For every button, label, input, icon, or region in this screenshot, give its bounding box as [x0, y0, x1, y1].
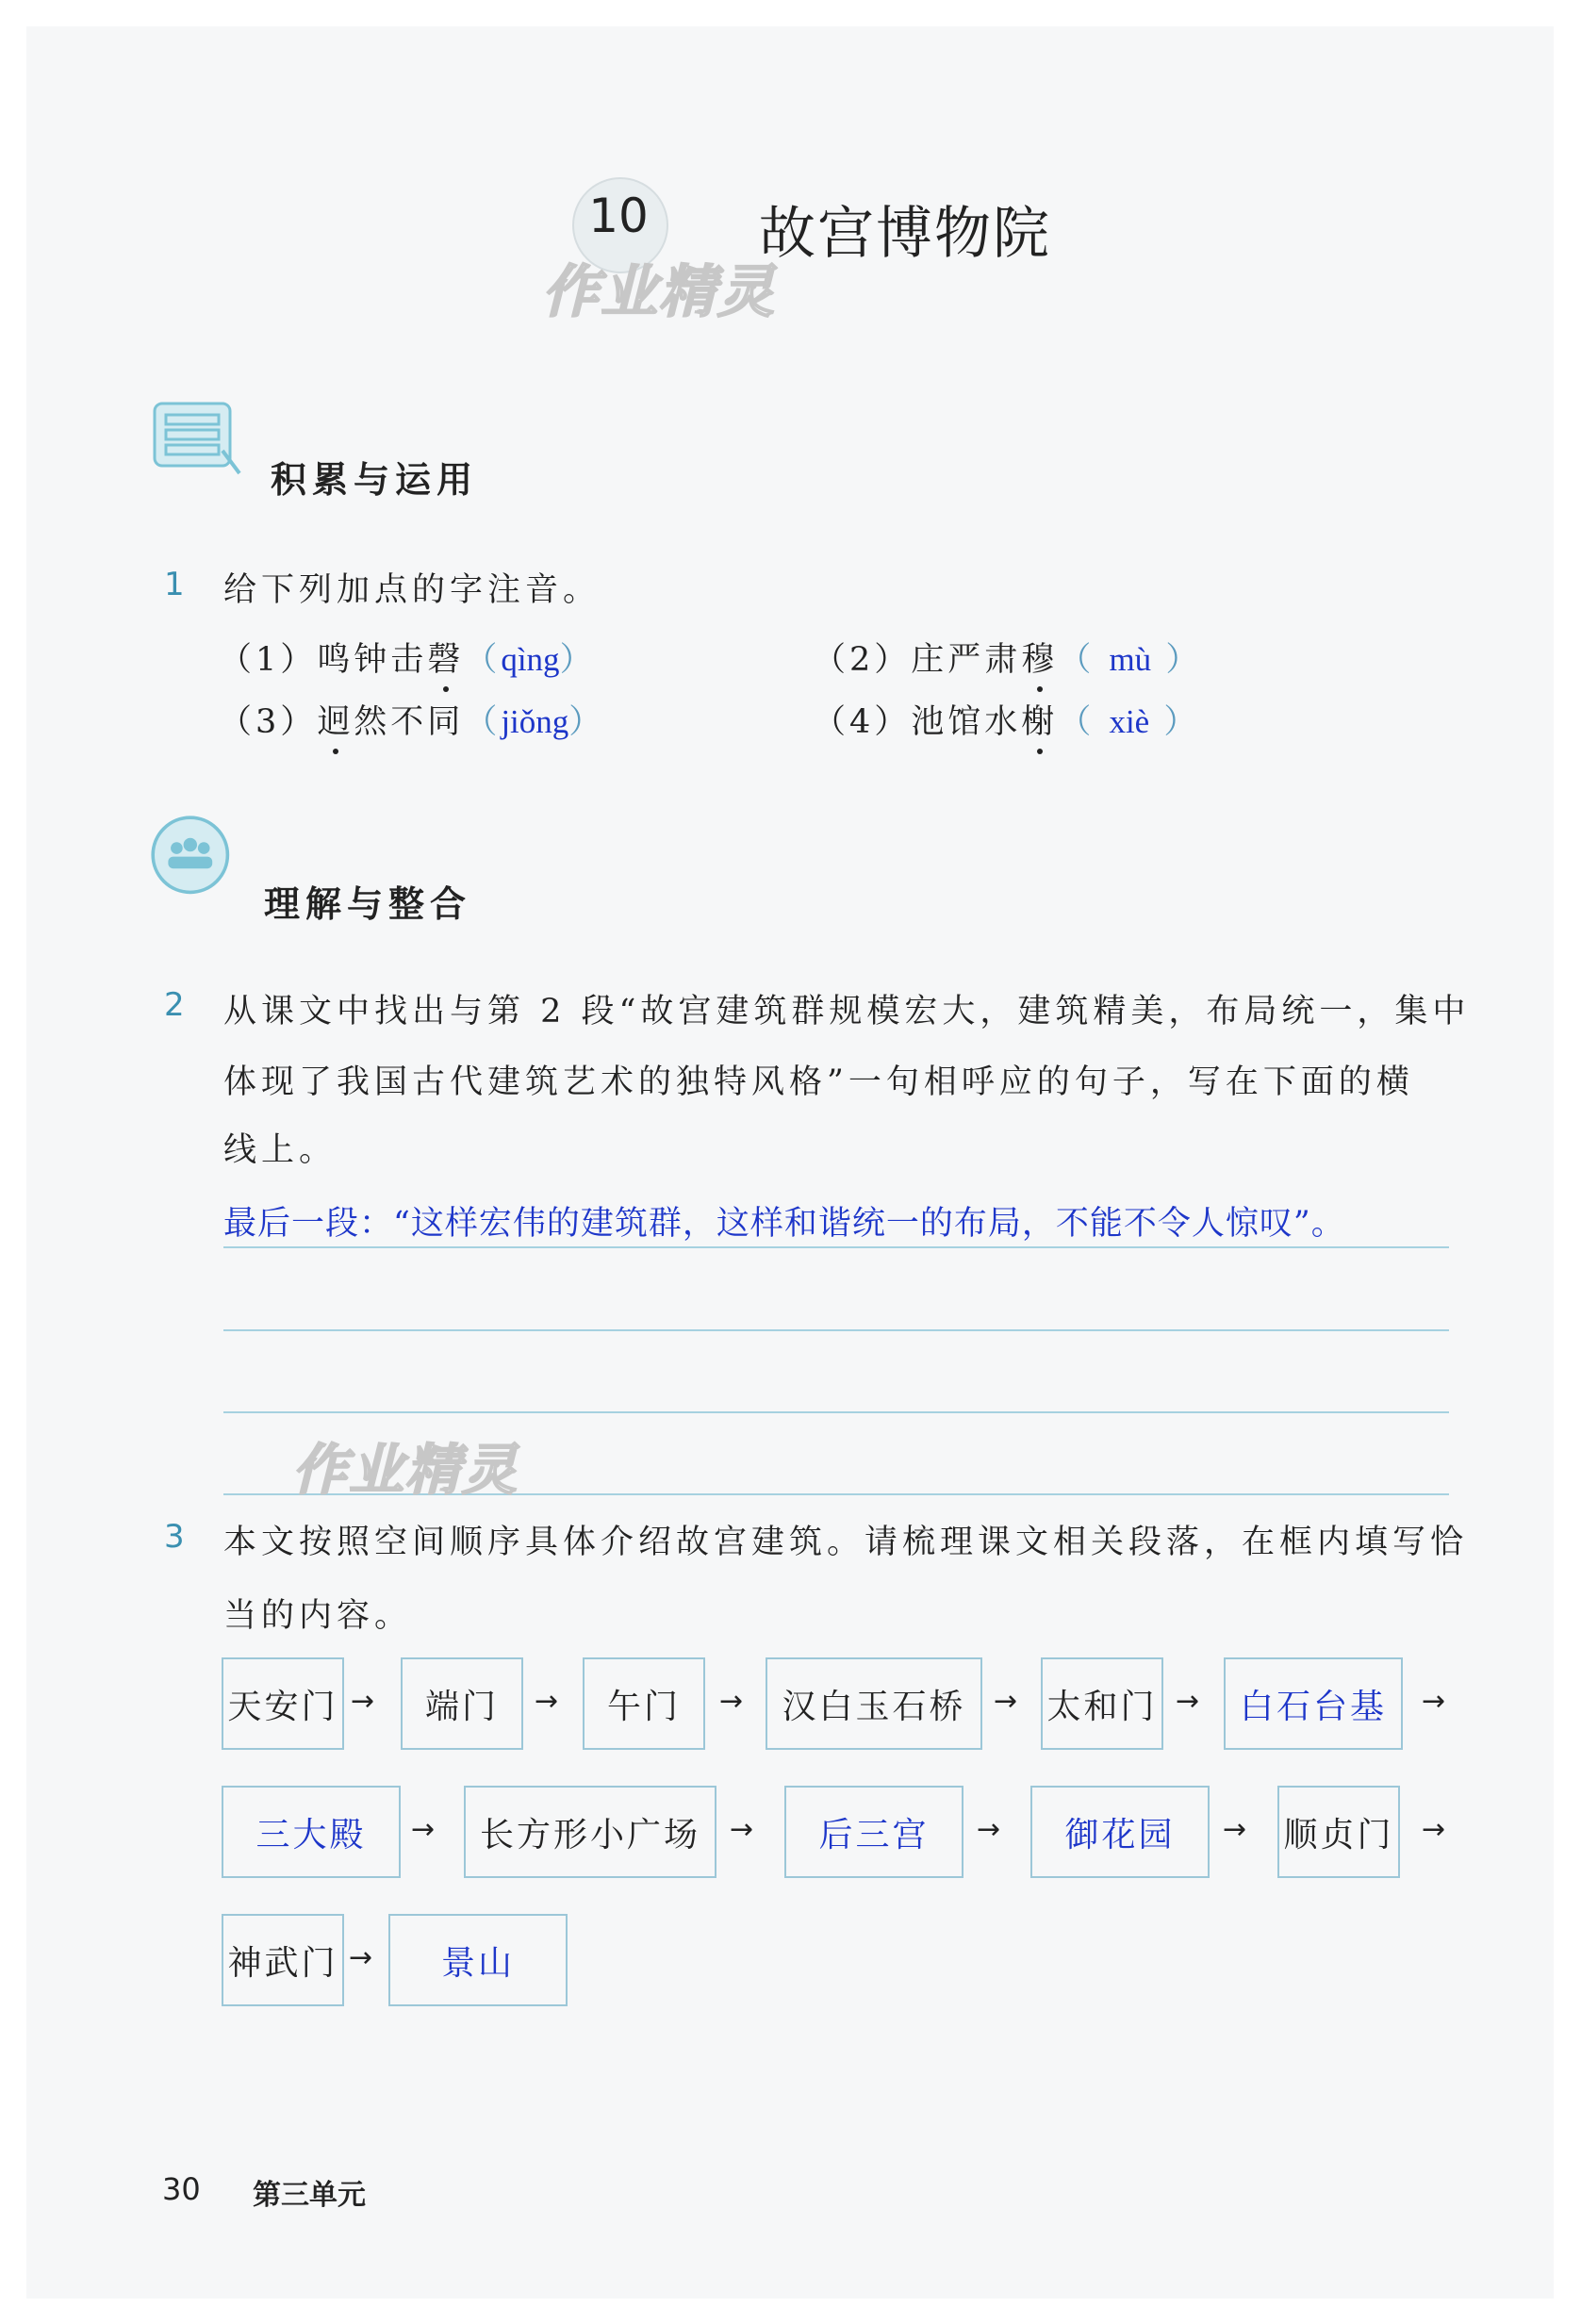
flow-box-given: 顺贞门 — [1277, 1786, 1400, 1878]
flow-box-answer: 御花园 — [1030, 1786, 1210, 1878]
question-line: 线上。 — [223, 1131, 338, 1169]
pinyin-answer: xiè — [1109, 703, 1150, 740]
flow-box-given: 端门 — [401, 1657, 523, 1750]
question-number: 3 — [164, 1518, 185, 1556]
question-number: 1 — [164, 566, 185, 603]
dotted-char: 迥 — [317, 696, 354, 743]
lesson-number: 10 — [588, 189, 649, 243]
arrow-icon: → — [1223, 1813, 1247, 1846]
answer-line — [223, 1246, 1449, 1248]
flow-box-given: 汉白玉石桥 — [766, 1657, 982, 1750]
page-number: 30 — [162, 2171, 201, 2207]
question-prompt: 给下列加点的字注音。 — [223, 571, 601, 609]
section-title-accumulate: 积累与运用 — [271, 458, 479, 501]
question-line: 本文按照空间顺序具体介绍故宫建筑。请梳理课文相关段落，在框内填写恰 — [223, 1524, 1469, 1561]
pinyin-answer: jiǒng — [501, 703, 569, 740]
pinyin-item-3: （3）迥然不同（jiǒng） — [219, 696, 605, 743]
arrow-icon: → — [994, 1685, 1018, 1718]
lesson-title: 故宫博物院 — [759, 201, 1051, 267]
pinyin-answer: qìng — [501, 641, 560, 678]
people-group-icon — [141, 811, 236, 896]
arrow-icon: → — [730, 1813, 754, 1846]
flow-box-answer: 后三宫 — [784, 1786, 963, 1878]
arrow-icon: → — [719, 1685, 744, 1718]
pinyin-item-2: （2）庄严肃穆（ mù ） — [813, 634, 1202, 681]
dotted-char: 穆 — [1021, 634, 1058, 681]
pinyin-answer: mù — [1109, 641, 1152, 678]
flow-box-given: 午门 — [583, 1657, 705, 1750]
book-board-icon — [149, 396, 243, 481]
watermark: 作业精灵 — [292, 1438, 519, 1502]
watermark: 作业精灵 — [542, 259, 776, 325]
arrow-icon: → — [1422, 1813, 1446, 1846]
question-line: 当的内容。 — [223, 1597, 413, 1635]
flow-box-answer: 景山 — [388, 1914, 568, 2006]
arrow-icon: → — [351, 1685, 375, 1718]
pinyin-item-1: （1）鸣钟击磬（qìng） — [219, 634, 597, 681]
question-line: 体现了我国古代建筑艺术的独特风格”一句相呼应的句子，写在下面的横 — [223, 1063, 1414, 1101]
dotted-char: 榭 — [1021, 696, 1058, 743]
flow-box-answer: 白石台基 — [1224, 1657, 1403, 1750]
question-line: 从课文中找出与第 2 段“故宫建筑群规模宏大，建筑精美，布局统一，集中 — [223, 993, 1471, 1030]
answer-line — [223, 1329, 1449, 1331]
pinyin-item-4: （4）池馆水榭（ xiè ） — [813, 696, 1200, 743]
arrow-icon: → — [1422, 1685, 1446, 1718]
dotted-char: 磬 — [427, 634, 464, 681]
flow-box-answer: 三大殿 — [222, 1786, 401, 1878]
question-number: 2 — [164, 986, 185, 1024]
arrow-icon: → — [535, 1685, 559, 1718]
arrow-icon: → — [977, 1813, 1001, 1846]
section-title-understand: 理解与整合 — [264, 882, 472, 925]
flow-box-given: 神武门 — [222, 1914, 344, 2006]
flow-box-given: 太和门 — [1041, 1657, 1163, 1750]
answer-line — [223, 1411, 1449, 1413]
arrow-icon: → — [1176, 1685, 1200, 1718]
answer-text: 最后一段：“这样宏伟的建筑群，这样和谐统一的布局，不能不令人惊叹”。 — [223, 1205, 1345, 1243]
flow-box-given: 天安门 — [222, 1657, 344, 1750]
arrow-icon: → — [349, 1941, 373, 1974]
unit-label: 第三单元 — [253, 2179, 366, 2212]
flow-box-given: 长方形小广场 — [464, 1786, 716, 1878]
arrow-icon: → — [411, 1813, 436, 1846]
